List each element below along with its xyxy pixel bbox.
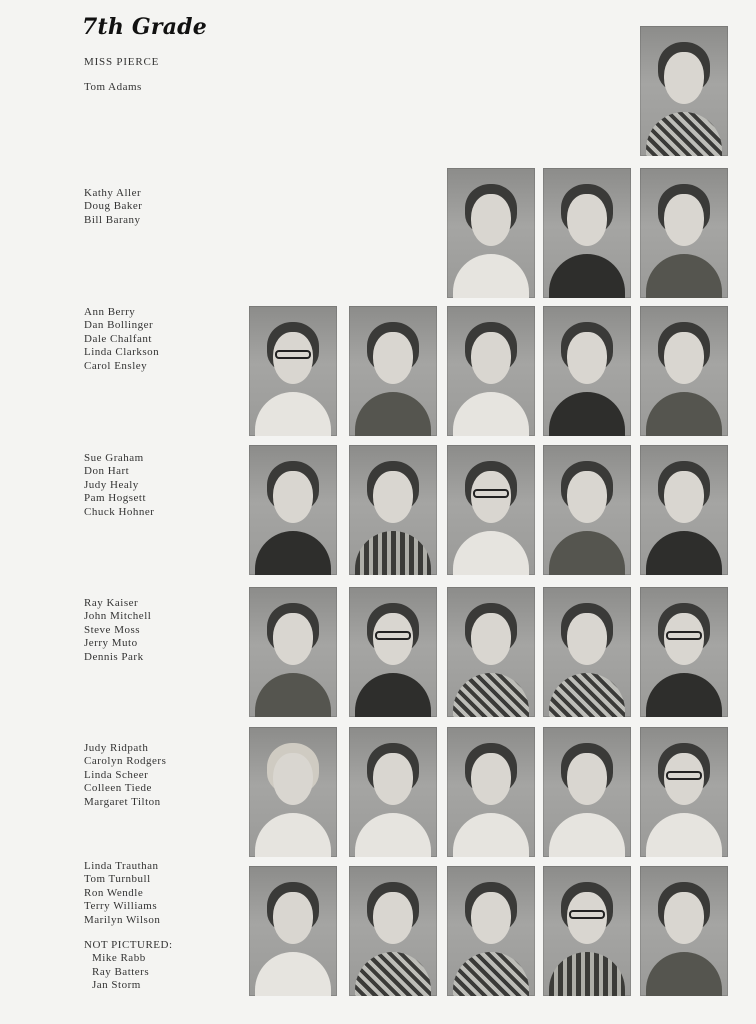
student-photo [447, 445, 535, 575]
not-pictured-section [84, 939, 234, 993]
student-name: Ray Kaiser [84, 597, 139, 609]
student-name: Carol Ensley [84, 359, 148, 372]
student-name: Jan Storm [92, 979, 141, 992]
student-name: Bill Barany [84, 213, 141, 226]
student-name: Steve Moss [84, 623, 141, 636]
student-name: Dennis Park [84, 650, 144, 663]
row-4-names [84, 452, 234, 519]
row-2-names [84, 187, 234, 227]
student-photo [447, 587, 535, 717]
student-photo [349, 306, 437, 436]
row-5-names [84, 597, 234, 664]
student-photo [640, 727, 728, 857]
student-name: Linda Clarkson [84, 346, 160, 359]
student-name: Ron Wendle [84, 886, 144, 899]
student-name: Linda Trauthan [84, 860, 159, 872]
student-name: Judy Healy [84, 478, 139, 491]
student-photo [640, 168, 728, 298]
student-name: Linda Scheer [84, 768, 149, 781]
student-photo [640, 866, 728, 996]
student-photo [349, 866, 437, 996]
not-pictured-heading: NOT PICTURED: [84, 939, 173, 951]
student-name: Margaret Tilton [84, 795, 161, 808]
student-photo [249, 306, 337, 436]
student-photo [543, 306, 631, 436]
student-name: Dale Chalfant [84, 332, 152, 345]
student-name: Kathy Aller [84, 187, 142, 199]
student-photo [349, 587, 437, 717]
student-name: Sue Graham [84, 452, 144, 464]
student-name: Mike Rabb [92, 952, 146, 965]
student-name: Chuck Hohner [84, 505, 155, 518]
student-photo [249, 866, 337, 996]
student-name: Judy Ridpath [84, 742, 149, 754]
student-name: Tom Adams [84, 81, 142, 93]
row-6-names [84, 742, 234, 809]
student-photo [543, 445, 631, 575]
student-photo [249, 445, 337, 575]
page-title: 7th Grade [82, 14, 207, 40]
student-name: Marilyn Wilson [84, 913, 161, 926]
student-name: Pam Hogsett [84, 492, 147, 505]
student-photo [640, 445, 728, 575]
student-photo [447, 306, 535, 436]
student-name: Carolyn Rodgers [84, 755, 167, 768]
student-photo [543, 168, 631, 298]
row-1-names [84, 81, 234, 94]
student-photo [543, 727, 631, 857]
student-name: Don Hart [84, 465, 130, 478]
student-name: Dan Bollinger [84, 319, 154, 332]
student-name: Colleen Tiede [84, 782, 152, 795]
student-name: Doug Baker [84, 200, 143, 213]
student-photo [640, 306, 728, 436]
student-photo [447, 168, 535, 298]
student-photo [447, 727, 535, 857]
student-photo [349, 445, 437, 575]
student-photo [249, 727, 337, 857]
student-photo [640, 587, 728, 717]
row-3-names [84, 306, 234, 373]
student-photo [543, 587, 631, 717]
student-name: Ann Berry [84, 306, 136, 318]
student-photo [447, 866, 535, 996]
student-photo [543, 866, 631, 996]
teacher-name: MISS PIERCE [84, 56, 160, 68]
student-name: Tom Turnbull [84, 873, 151, 886]
student-photo [349, 727, 437, 857]
student-photo [640, 26, 728, 156]
student-name: John Mitchell [84, 610, 152, 623]
student-name: Terry Williams [84, 900, 158, 913]
student-name: Jerry Muto [84, 637, 138, 650]
row-7-names [84, 860, 234, 927]
student-name: Ray Batters [92, 965, 150, 978]
student-photo [249, 587, 337, 717]
